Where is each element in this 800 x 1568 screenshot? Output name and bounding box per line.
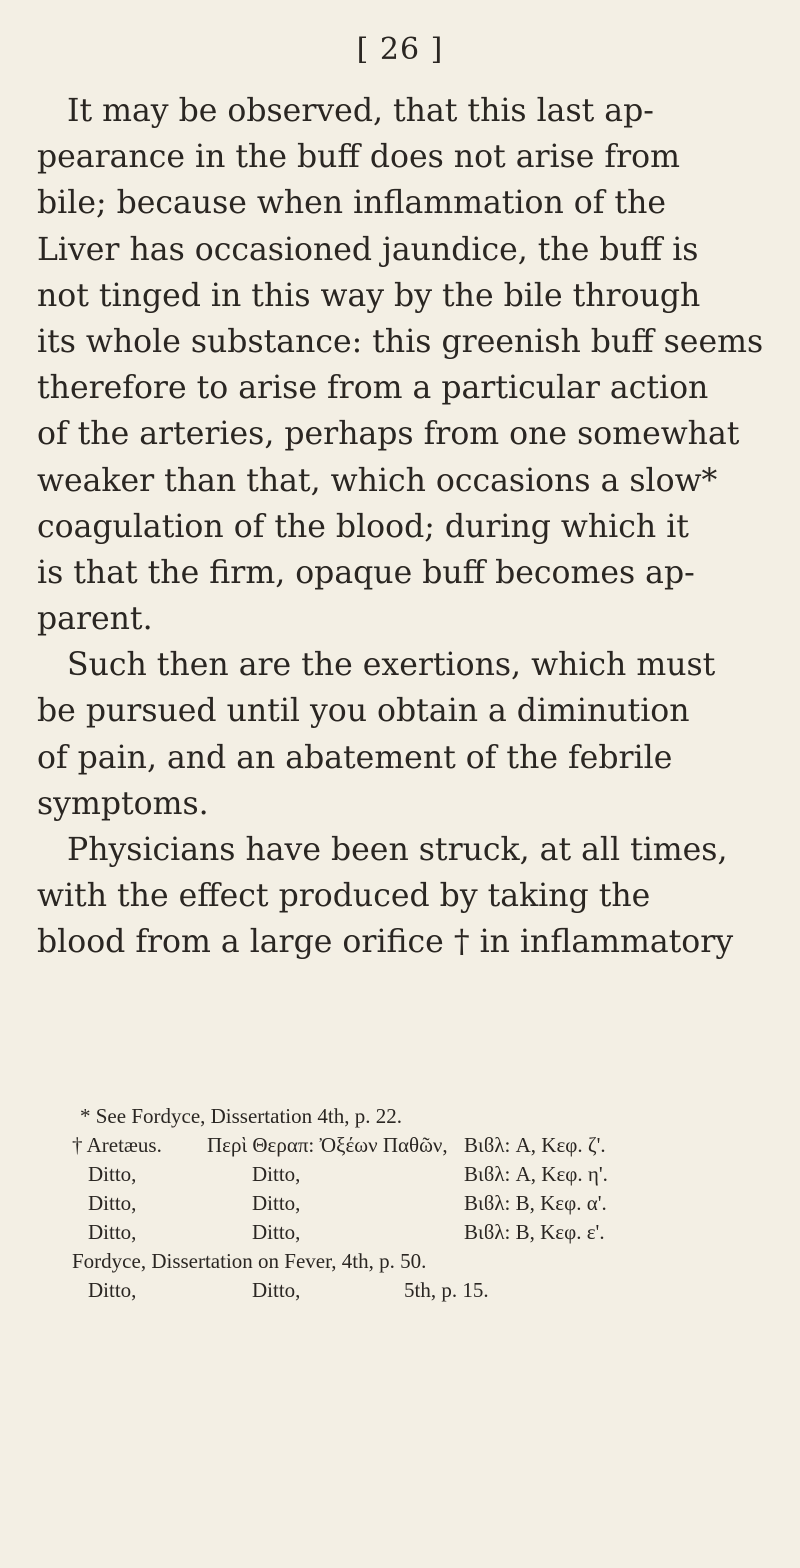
- text-line: coagulation of the blood; during which it: [37, 508, 689, 545]
- text-line: parent.: [37, 601, 153, 638]
- body-text: [37, 88, 764, 966]
- text-line: Liver has occasioned jaundice, the buff is: [37, 231, 699, 268]
- footnote-text: * See Fordyce, Dissertation 4th, p. 22.: [80, 1104, 402, 1128]
- text-line: of the arteries, perhaps from one somewhat: [37, 416, 740, 453]
- footnote-row: [72, 1218, 722, 1247]
- footnote-ref: Βιϐλ: A, Κεφ. ζ'.: [464, 1133, 606, 1157]
- footnote-row: [72, 1189, 722, 1218]
- footnote-work: Ditto,: [252, 1220, 301, 1244]
- footnote-work: Περὶ Θεραπ: Ὀξέων Παθῶν,: [207, 1133, 448, 1157]
- text-line: It may be observed, that this last ap-: [67, 93, 654, 129]
- footnote-star: [72, 1102, 722, 1131]
- footnote-ref: 5th, p. 15.: [404, 1278, 489, 1302]
- footnote-author: Ditto,: [88, 1220, 137, 1244]
- footnote-author: Ditto,: [88, 1278, 137, 1302]
- text-line: its whole substance: this greenish buff seems: [37, 323, 764, 360]
- text-line: therefore to arise from a particular action: [37, 370, 709, 407]
- footnote-row: [72, 1247, 722, 1276]
- page-number: [ 26 ]: [356, 32, 444, 67]
- footnote-dagger-row: [72, 1131, 722, 1160]
- footnote-work: Ditto,: [252, 1278, 301, 1302]
- footnote-author: Ditto,: [88, 1162, 137, 1186]
- footnote-row: [72, 1276, 722, 1305]
- text-line: Such then are the exertions, which must: [67, 647, 716, 684]
- text-line: symptoms.: [37, 785, 209, 822]
- text-line: is that the firm, opaque buff becomes ap-: [37, 554, 695, 591]
- text-line: with the effect produced by taking the: [37, 878, 651, 915]
- footnote-author: Ditto,: [88, 1191, 137, 1215]
- text-line: Physicians have been struck, at all times,: [67, 832, 728, 868]
- text-line: weaker than that, which occasions a slow*: [37, 462, 718, 499]
- text-line: blood from a large orifice † in inflammatory: [37, 924, 734, 961]
- footnote-ref: Βιϐλ: B, Κεφ. ε'.: [464, 1220, 605, 1244]
- footnote-author: † Aretæus.: [72, 1133, 162, 1157]
- text-line: not tinged in this way by the bile through: [37, 277, 701, 314]
- text-line: be pursued until you obtain a diminution: [37, 693, 690, 730]
- footnote-work: Ditto,: [252, 1191, 301, 1215]
- footnote-ref: Βιϐλ: B, Κεφ. α'.: [464, 1191, 607, 1215]
- footnote-text: Fordyce, Dissertation on Fever, 4th, p. 50.: [72, 1249, 427, 1273]
- footnote-ref: Βιϐλ: A, Κεφ. η'.: [464, 1162, 608, 1186]
- text-line: of pain, and an abatement of the febrile: [37, 739, 673, 776]
- text-line: pearance in the buff does not arise from: [37, 139, 680, 176]
- text-line: bile; because when inflammation of the: [37, 185, 667, 222]
- footnotes: [72, 1102, 722, 1305]
- footnote-work: Ditto,: [252, 1162, 301, 1186]
- footnote-row: [72, 1160, 722, 1189]
